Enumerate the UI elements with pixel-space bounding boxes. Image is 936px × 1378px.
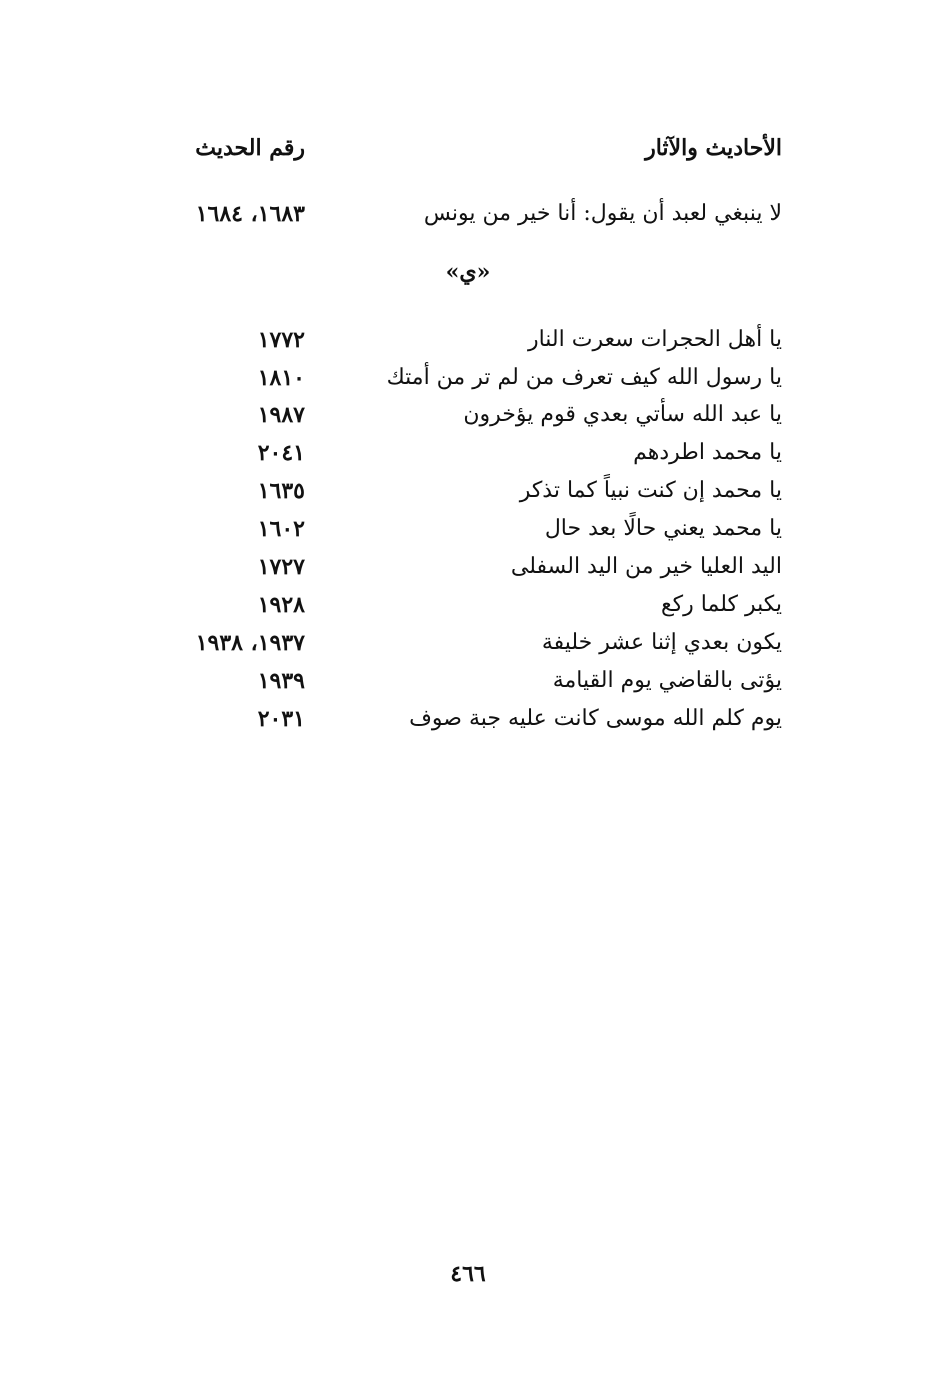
entry-text: يكبر كلما ركع [660,592,782,617]
entry-row [150,322,782,358]
entry-text: لا ينبغي لعبد أن يقول: أنا خير من يونس [423,201,782,226]
entry-row [150,701,782,737]
entry-row [150,196,782,232]
entry-numbers: ٢٠٤١ [257,440,305,466]
entry-text: يكون بعدي إثنا عشر خليفة [541,630,782,655]
entry-text: يا عبد الله سأتي بعدي قوم يؤخرون [463,402,782,427]
entry-text: يا رسول الله كيف تعرف من لم تر من أمتك [386,365,782,390]
entry-text: يوم كلم الله موسى كانت عليه جبة صوف [409,706,782,731]
entry-numbers: ١٦٠٢ [257,516,305,542]
entry-numbers: ١٧٢٧ [257,554,305,580]
entry-row [150,549,782,585]
entry-numbers: ١٩٢٨ [257,592,305,618]
entry-numbers: ١٩٣٧، ١٩٣٨ [195,630,305,656]
column-title-number: رقم الحديث [195,135,305,161]
entry-numbers: ١٩٨٧ [257,402,305,428]
section-letter: «ي» [445,259,491,285]
header-row [150,130,782,166]
entry-row [150,663,782,699]
page-number: ٤٦٦ [450,1261,486,1287]
entry-numbers: ١٩٣٩ [257,668,305,694]
entry-row [150,625,782,661]
entry-numbers: ١٦٨٣، ١٦٨٤ [195,201,305,227]
entry-row [150,511,782,547]
entry-text: يا أهل الحجرات سعرت النار [527,327,782,352]
entry-row [150,397,782,433]
entry-numbers: ١٧٧٢ [257,327,305,353]
entry-text: يا محمد إن كنت نبياً كما تذكر [519,478,782,503]
entry-row [150,435,782,471]
entry-text: اليد العليا خير من اليد السفلى [510,554,782,579]
column-title-hadith: الأحاديث والآثار [645,135,782,161]
entry-text: يا محمد يعني حالًا بعد حال [544,516,782,541]
entry-numbers: ١٨١٠ [257,365,305,391]
entry-row [150,360,782,396]
entry-text: يا محمد اطردهم [633,440,782,465]
entry-text: يؤتى بالقاضي يوم القيامة [552,668,782,693]
entry-row [150,473,782,509]
entry-row [150,587,782,623]
entry-numbers: ١٦٣٥ [257,478,305,504]
entry-numbers: ٢٠٣١ [257,706,305,732]
